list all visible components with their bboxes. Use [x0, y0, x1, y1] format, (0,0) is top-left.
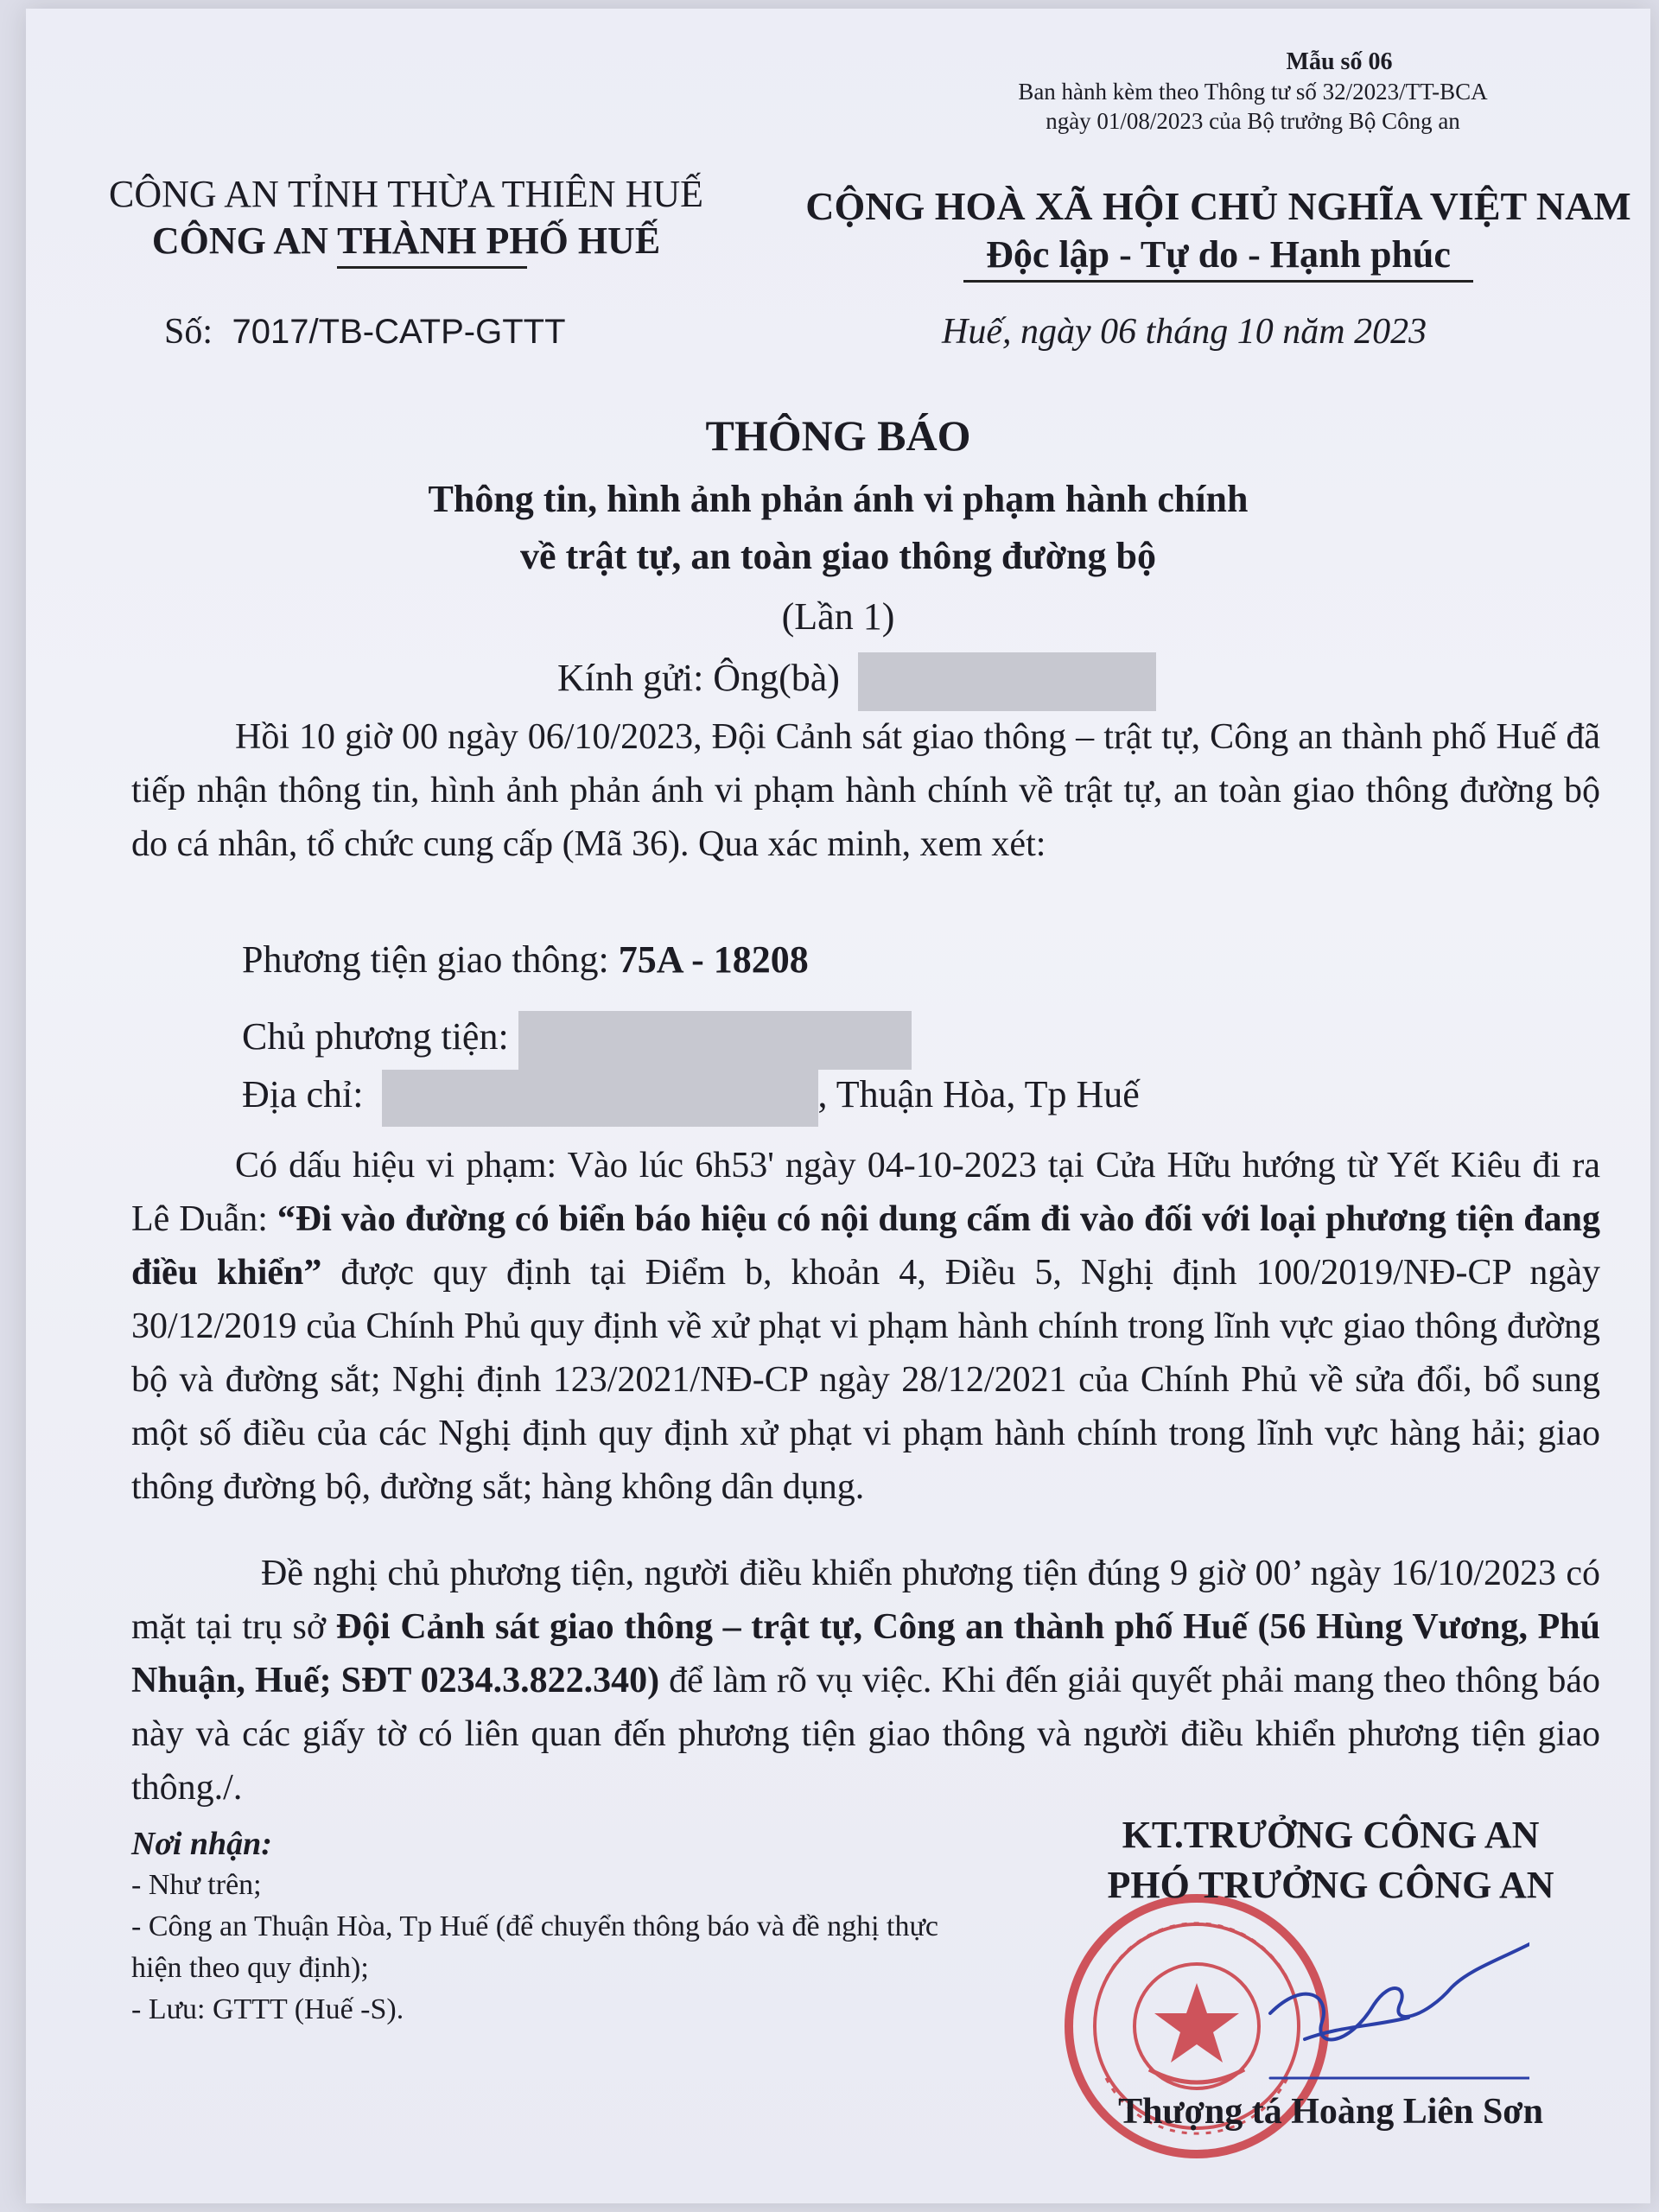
form-note	[994, 48, 1512, 136]
owner-line	[242, 1011, 912, 1070]
attempt-number: (Lần 1)	[781, 595, 895, 638]
request-paragraph	[131, 1547, 1600, 1815]
document-title: THÔNG BÁO	[705, 411, 971, 460]
agency-parent: CÔNG AN TỈNH THỪA THIÊN HUẾ	[108, 173, 703, 215]
address-suffix: , Thuận Hòa, Tp Huế	[817, 1073, 1140, 1116]
issuing-agency	[60, 171, 752, 269]
vehicle-plate: 75A - 18208	[618, 938, 809, 981]
request-lead: Đề nghị chủ phương tiện, người điều khiển phương tiện đúng 9 giờ 00’ ngày 16/10/2023 có mặt tại trụ sở	[131, 1554, 1600, 1647]
intro-text: Hồi 10 giờ 00 ngày 06/10/2023, Đội Cảnh sát giao thông – trật tự, Công an thành phố Huế đã tiếp nhận thông tin, hình ảnh phản ánh vi phạm hành chính về trật tự, an toàn giao thông đường bộ do cá nhân, tổ chức cung cấp (Mã 36). Qua xác minh, xem xét:	[131, 717, 1600, 864]
doc-number-label: Số:	[164, 312, 213, 352]
intro-paragraph	[131, 710, 1600, 871]
seal-star-icon	[1154, 1983, 1239, 2063]
owner-label: Chủ phương tiện:	[242, 1015, 509, 1058]
place-date: Huế, ngày 06 tháng 10 năm 2023	[942, 312, 1427, 352]
violation-offense: “Đi vào đường có biển báo hiệu có nội dung cấm đi vào đối với loại phương tiện đang điều khiển”	[131, 1199, 1600, 1293]
subtitle-line1: Thông tin, hình ảnh phản ánh vi phạm hành chính	[428, 478, 1249, 520]
national-motto: Độc lập - Tự do - Hạnh phúc	[986, 233, 1451, 276]
agency-name: CÔNG AN THÀNH PHỐ HUẾ	[151, 219, 661, 262]
request-rest: để làm rõ vụ việc. Khi đến giải quyết phải mang theo thông báo này và các giấy tờ có liên quan đến phương tiện giao thông và người điều khiển phương tiện giao thông./.	[131, 1661, 1601, 1808]
form-note-line1: Ban hành kèm theo Thông tư số 32/2023/TT-BCA	[1018, 79, 1488, 105]
redacted-owner	[518, 1011, 912, 1070]
signature-block	[1054, 1810, 1607, 1910]
recipient-item: - Như trên;	[131, 1869, 262, 1901]
signer-name: Thượng tá Hoàng Liên Sơn	[1118, 2092, 1543, 2132]
recipient-item: - Công an Thuận Hòa, Tp Huế (để chuyển thông báo và đề nghị thực hiện theo quy định);	[131, 1910, 939, 1984]
form-note-line2: ngày 01/08/2023 của Bộ trưởng Bộ Công an	[1046, 108, 1460, 134]
document-subtitle	[26, 471, 1650, 585]
address-line	[242, 1070, 1140, 1127]
national-heading	[786, 181, 1650, 283]
redacted-address	[382, 1070, 818, 1127]
subtitle-line2: về trật tự, an toàn giao thông đường bộ	[519, 535, 1156, 577]
redacted-addressee	[858, 652, 1156, 711]
doc-number-value: 7017/TB-CATP-GTTT	[232, 313, 566, 351]
document-page	[26, 9, 1650, 2203]
recipient-item: - Lưu: GTTT (Huế -S).	[131, 1993, 404, 2025]
form-number: Mẫu số 06	[1286, 48, 1393, 75]
addressee-label: Kính gửi: Ông(bà)	[557, 657, 840, 700]
signature-title-line2: PHÓ TRƯỞNG CÔNG AN	[1107, 1864, 1554, 1906]
vehicle-line	[242, 938, 809, 982]
addressee	[557, 652, 1156, 711]
address-label: Địa chỉ:	[242, 1073, 364, 1116]
motto-underline	[963, 280, 1473, 283]
nation-name: CỘNG HOÀ XÃ HỘI CHỦ NGHĨA VIỆT NAM	[805, 184, 1631, 228]
violation-paragraph	[131, 1139, 1600, 1514]
agency-underline	[337, 266, 527, 269]
violation-lead: Có dấu hiệu vi phạm: Vào lúc 6h53' ngày 04-10-2023 tại Cửa Hữu hướng từ Yết Kiêu đi ra Lê Duẫn:	[131, 1146, 1600, 1239]
recipients-block	[131, 1823, 961, 2031]
signature-title-line1: KT.TRƯỞNG CÔNG AN	[1122, 1814, 1540, 1856]
request-office: Đội Cảnh sát giao thông – trật tự, Công an thành phố Huế (56 Hùng Vương, Phú Nhuận, Huế; SĐT 0234.3.822.340)	[131, 1607, 1601, 1700]
document-number	[164, 311, 566, 353]
vehicle-label: Phương tiện giao thông:	[242, 938, 609, 981]
violation-legal-basis: được quy định tại Điểm b, khoản 4, Điều 5, Nghị định 100/2019/NĐ-CP ngày 30/12/2019 của Chính Phủ quy định về xử phạt vi phạm hành chính trong lĩnh vực giao thông đường bộ và đường sắt; Nghị định 123/2021/NĐ-CP ngày 28/12/2021 của Chính Phủ về sửa đổi, bổ sung một số điều của các Nghị định quy định xử phạt vi phạm hành chính trong lĩnh vực hàng hải; giao thông đường bộ, đường sắt; hàng không dân dụng.	[131, 1253, 1600, 1507]
recipients-heading: Nơi nhận:	[131, 1826, 272, 1862]
